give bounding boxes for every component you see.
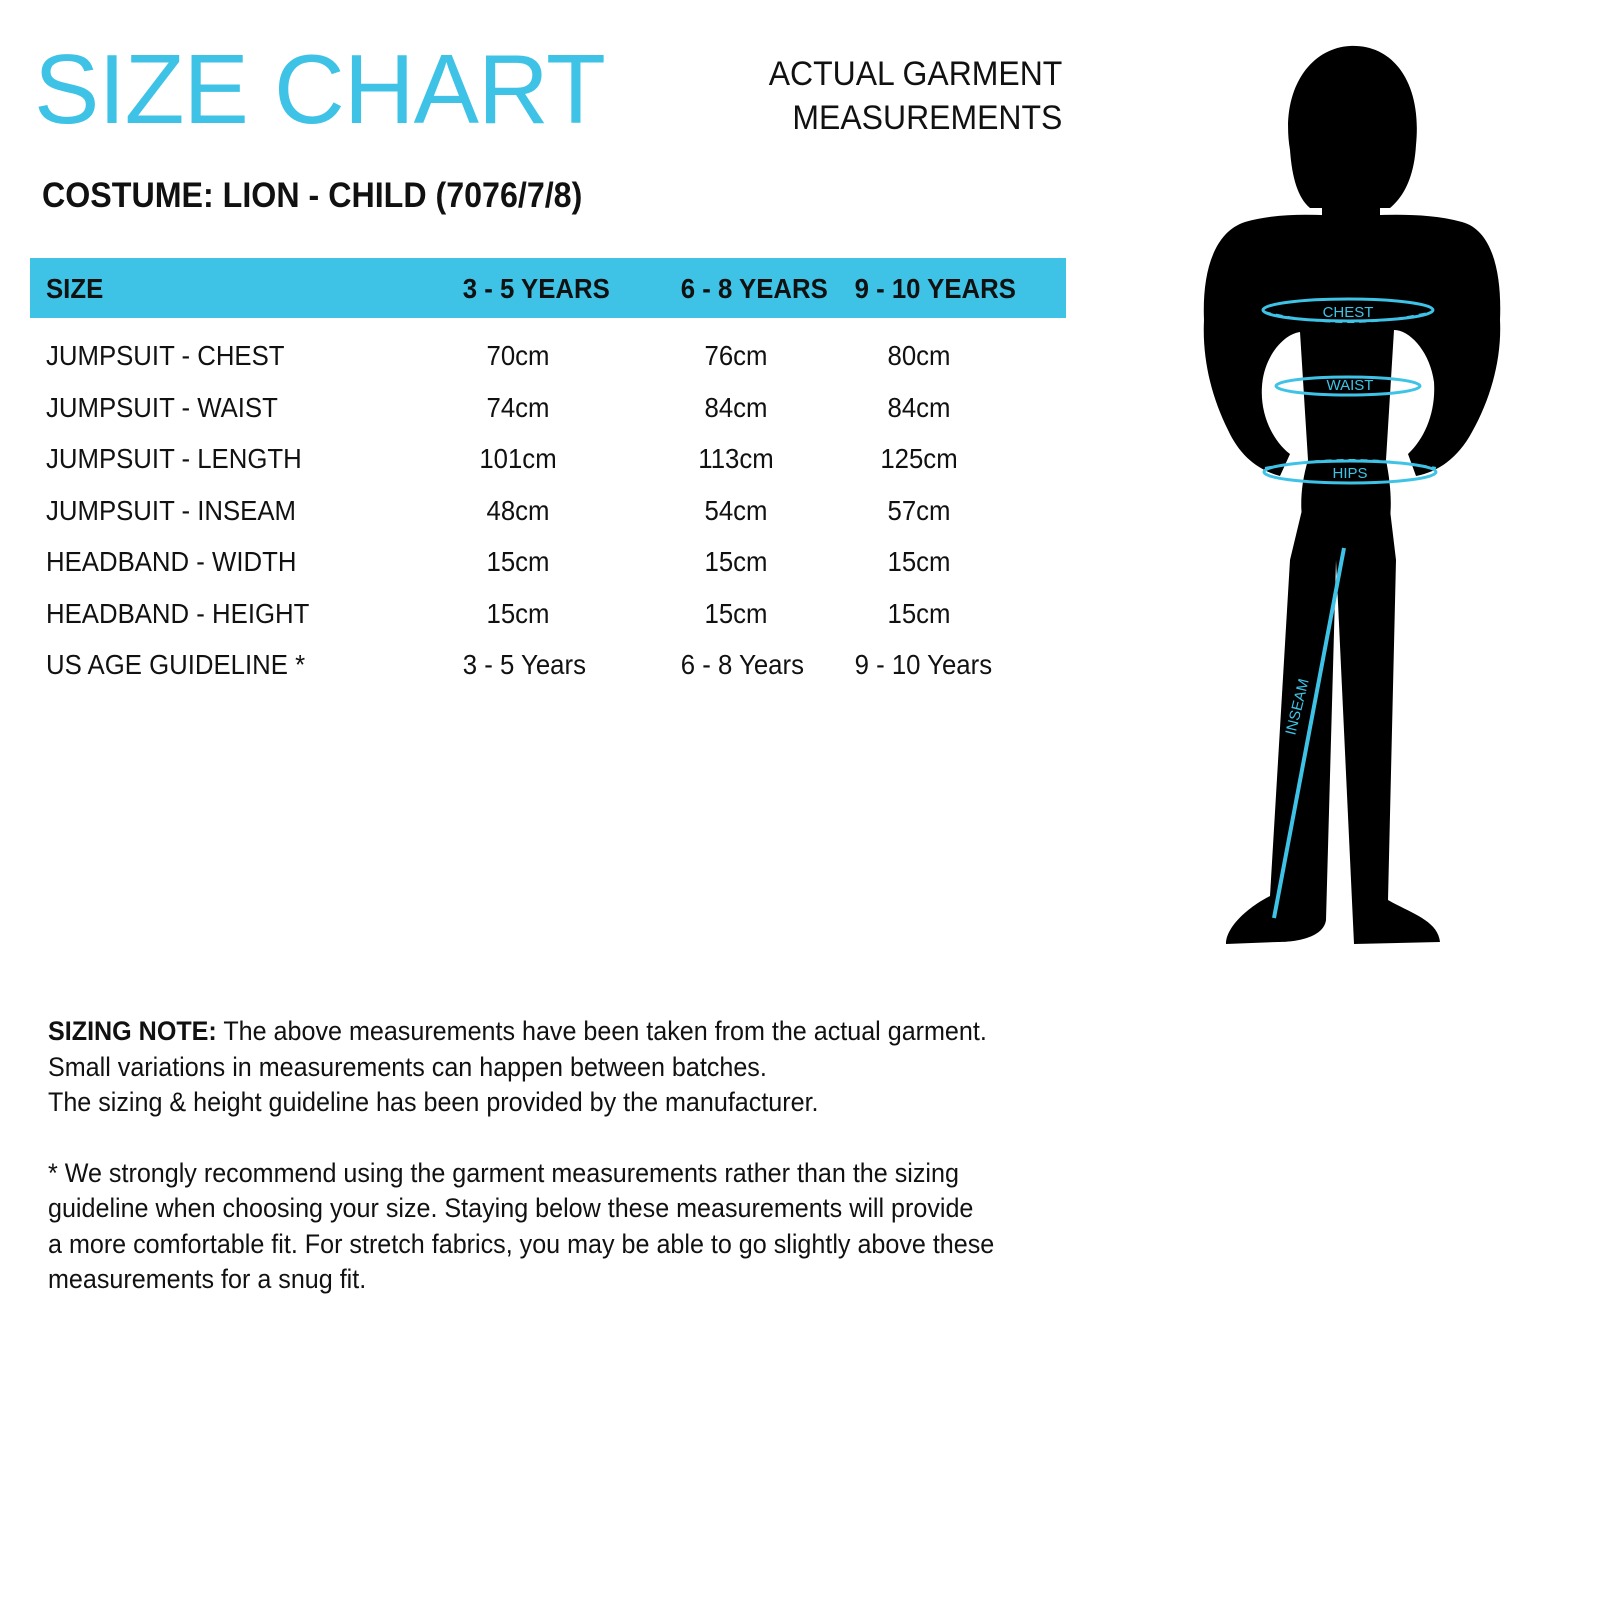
table-cell: 15cm (704, 546, 768, 577)
recommendation-line-1: * We strongly recommend using the garment measurements rather than the sizing (48, 1157, 959, 1188)
table-row (30, 481, 1066, 533)
table-cell: 54cm (704, 494, 768, 526)
table-cell: 84cm (887, 391, 951, 423)
table-cell: 3 - 5 Years (462, 649, 586, 680)
table-body (30, 318, 1066, 687)
row-label: JUMPSUIT - CHEST (46, 340, 285, 371)
table-row (30, 532, 1066, 584)
table-cell: 101cm (479, 443, 557, 474)
table-cell: 15cm (704, 597, 768, 629)
table-header (30, 258, 1066, 318)
table-cell: 84cm (704, 391, 768, 423)
table-row (30, 378, 1066, 430)
recommendation-line-4: measurements for a snug fit. (48, 1264, 367, 1294)
row-label: US AGE GUIDELINE * (46, 649, 306, 680)
sizing-note-line-1 (48, 1014, 987, 1050)
sizing-notes (48, 1014, 1008, 1298)
recommendation-line-3: a more comfortable fit. For stretch fabrics, you may be able to go slightly above these (48, 1228, 995, 1259)
table-cell: 6 - 8 Years (680, 649, 804, 680)
table-cell: 15cm (887, 546, 951, 577)
table-row (30, 584, 1066, 636)
silhouette-icon (1204, 46, 1500, 944)
table-cell: 15cm (486, 546, 550, 577)
page-title: SIZE CHART (34, 34, 605, 144)
hips-label: HIPS (1332, 465, 1368, 482)
table-cell: 76cm (704, 340, 768, 371)
table-cell: 15cm (486, 597, 550, 629)
table-cell: 15cm (887, 597, 951, 629)
subtitle-line-2: MEASUREMENTS (792, 99, 1062, 137)
header-cell-size: SIZE (46, 273, 104, 304)
table-row (30, 326, 1066, 378)
row-label: JUMPSUIT - INSEAM (46, 494, 296, 526)
table-cell: 125cm (880, 443, 958, 474)
size-table (30, 258, 1066, 687)
inseam-label: INSEAM (1282, 676, 1313, 737)
table-cell: 80cm (887, 340, 951, 371)
subtitle-line-1: ACTUAL GARMENT (768, 55, 1062, 93)
header-cell-6-8: 6 - 8 YEARS (680, 273, 828, 304)
table-cell: 113cm (698, 443, 774, 474)
sizing-note-text: The above measurements have been taken from the actual garment. (216, 1016, 987, 1046)
row-label: HEADBAND - HEIGHT (46, 597, 310, 629)
header-cell-9-10: 9 - 10 YEARS (854, 273, 1016, 304)
subtitle (768, 52, 1062, 140)
table-row (30, 635, 1066, 687)
row-label: JUMPSUIT - WAIST (46, 391, 278, 423)
sizing-note-label: SIZING NOTE: (48, 1016, 217, 1046)
costume-name: COSTUME: LION - CHILD (7076/7/8) (42, 176, 583, 215)
child-silhouette-figure (1140, 40, 1560, 980)
header-cell-3-5: 3 - 5 YEARS (462, 273, 610, 304)
waist-label: WAIST (1326, 377, 1374, 394)
row-label: JUMPSUIT - LENGTH (46, 443, 302, 474)
chest-label: CHEST (1322, 304, 1374, 321)
table-cell: 48cm (486, 494, 550, 526)
table-row (30, 429, 1066, 481)
table-cell: 74cm (486, 391, 550, 423)
sizing-note-line-2: Small variations in measurements can happen between batches. (48, 1051, 767, 1082)
table-cell: 70cm (486, 340, 550, 371)
row-label: HEADBAND - WIDTH (46, 546, 297, 577)
table-cell: 57cm (887, 494, 951, 526)
table-cell: 9 - 10 Years (854, 649, 993, 680)
recommendation-line-2: guideline when choosing your size. Staying below these measurements will provide (48, 1193, 974, 1223)
sizing-note-line-3: The sizing & height guideline has been provided by the manufacturer. (48, 1087, 819, 1117)
